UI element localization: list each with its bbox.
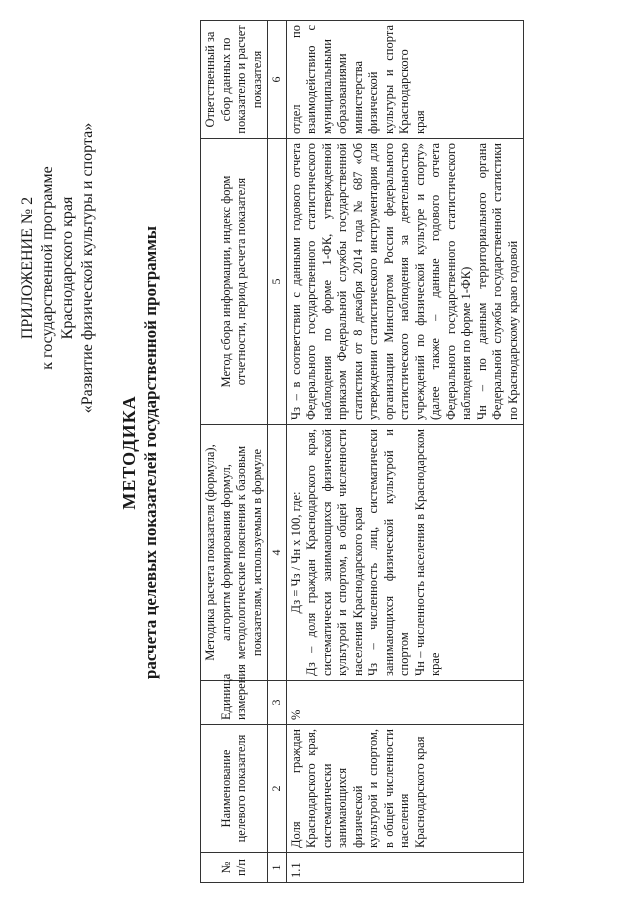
method-definition-dz: Дз – доля граждан Краснодарского края, систематически занимающихся физической культурой и спортом, в общей численности населения Краснодарского края (304, 429, 365, 676)
column-number: 2 (268, 725, 287, 853)
table-header-row (201, 21, 268, 883)
title-line-2: расчета целевых показателей государственной программы (141, 225, 160, 680)
column-number: 1 (268, 853, 287, 883)
column-numbers-row (268, 21, 287, 883)
method-definition-chn: Чн – численность населения в Краснодарском крае (412, 429, 442, 676)
collection-chz: Чз – в соответствии с данными годового отчета Федерального государственного статистического наблюдения по форме 1-ФК, утвержденной приказом Федеральной службы государственной статистики от 8 декабря 2014 года № 687 «Об утверждении статистического инструментария для организации Минспортом России федерального статистического наблюдения за деятельностью учреждений по физической культуре и спорту» (далее также – данные годового отчета Федерального государственного статистического наблюдения по форме 1-ФК) (288, 143, 473, 420)
title-line-1: МЕТОДИКА (119, 395, 139, 510)
table-row (286, 21, 524, 883)
appendix-line-1: ПРИЛОЖЕНИЕ № 2 (19, 196, 36, 340)
method-formula: Дз = Чз / Чн х 100, где: (288, 491, 303, 614)
column-number: 4 (268, 425, 287, 681)
document-title (118, 0, 162, 905)
column-number: 6 (268, 21, 287, 139)
header-method: Методика расчета показателя (формула), алгоритм формирования формул, методологические пояснения к базовым показателям, используемым в формуле (201, 425, 268, 681)
indicator-name: Доля граждан Краснодарского края, систематически занимающихся физической культурой и спортом, в общей численности населения Краснодарского края (286, 725, 524, 853)
appendix-header (18, 88, 98, 448)
indicator-collection (286, 139, 524, 425)
header-unit: Единица измерения (201, 681, 268, 725)
indicator-method (286, 425, 524, 681)
column-number: 3 (268, 681, 287, 725)
header-number: № п/п (201, 853, 268, 883)
appendix-line-2: к государственной программе (39, 166, 56, 370)
appendix-line-3: Краснодарского края (59, 196, 76, 340)
row-number: 1.1 (286, 853, 524, 883)
method-definition-chz: Чз – численность лиц, систематически занимающихся физической культурой и спортом (366, 429, 411, 676)
indicators-table (200, 20, 524, 883)
collection-chn: Чн – по данным территориального органа Федеральной службы государственной статистики по Краснодарскому краю годовой (474, 143, 520, 420)
appendix-line-4: «Развитие физической культуры и спорта» (79, 122, 96, 414)
header-collection: Метод сбора информации, индекс форм отчетности, период расчета показателя (201, 139, 268, 425)
indicator-unit: % (286, 681, 524, 725)
indicator-responsible: отдел по взаимодействию с муниципальными образованиями министерства физической культуры и спорта Краснодарского края (286, 21, 524, 139)
header-responsible: Ответственный за сбор данных по показателю и расчет показателя (201, 21, 268, 139)
column-number: 5 (268, 139, 287, 425)
header-indicator-name: Наименование целевого показателя (201, 725, 268, 853)
